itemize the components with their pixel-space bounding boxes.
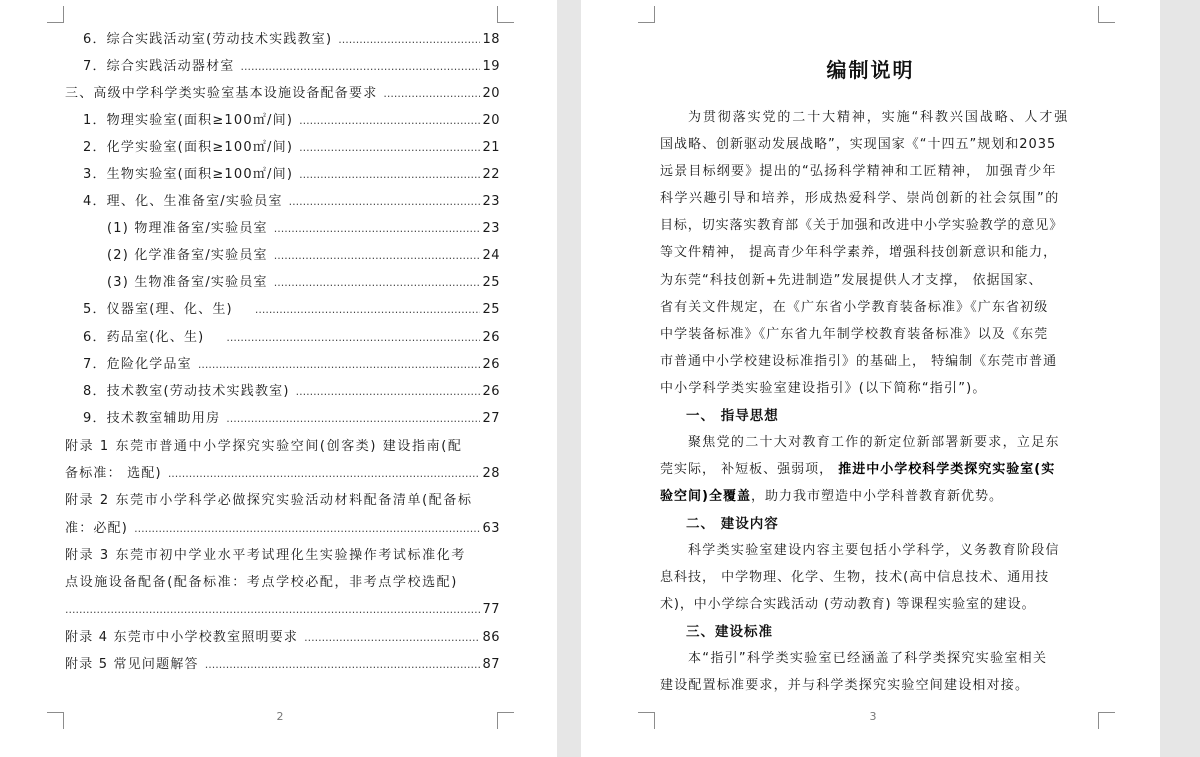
toc-entry-page: 22 [482, 167, 500, 182]
paragraph-line: 远景目标纲要》提出的“弘扬科学精神和工匠精神， 加强青少年 [660, 164, 1057, 179]
toc-appendix-last-line [65, 464, 500, 484]
paragraph-line: 省有关文件规定，在《广东省小学教育装备标准》《广东省初级 [660, 300, 1049, 315]
section-heading: 三、建设标准 [686, 624, 773, 640]
paragraph-line [660, 459, 1055, 481]
paragraph-line: 等文件精神， 提高青少年科学素养，增强科技创新意识和能力， [660, 245, 1058, 260]
document-page-3 [581, 0, 1160, 757]
paragraph-line: 市普通中小学校建设标准指引》的基础上， 特编制《东莞市普通 [660, 354, 1058, 369]
paragraph-line: 科学类实验室建设内容主要包括小学科学，义务教育阶段信 [688, 543, 1060, 558]
toc-leader-dots [304, 628, 480, 648]
toc-entry[interactable] [83, 165, 500, 185]
toc-entry-title: 9．技术教室辅助用房 [83, 411, 221, 426]
toc-entry-page: 19 [482, 59, 500, 74]
toc-entry-page: 26 [482, 357, 500, 372]
paragraph-line: 本“指引”科学类实验室已经涵盖了科学类探究实验室相关 [688, 651, 1048, 666]
toc-entry-title: 1．物理实验室(面积≥100㎡/间) [83, 113, 294, 128]
emphasized-text: 推进中小学校科学类探究实验室(实 [838, 462, 1056, 477]
toc-entry-title: 2．化学实验室(面积≥100㎡/间) [83, 140, 294, 155]
toc-entry-page: 63 [482, 521, 500, 536]
toc-entry[interactable] [83, 355, 500, 375]
toc-entry-title: 7．危险化学品室 [83, 357, 192, 372]
emphasized-text: 验空间)全覆盖 [660, 489, 751, 504]
toc-entry-title: 4．理、化、生准备室/实验员室 [83, 194, 283, 209]
crop-mark-bottom-left [638, 712, 655, 729]
toc-leader-dots [299, 165, 480, 185]
text-run: 莞实际， 补短板、强弱项， [660, 462, 839, 477]
paragraph-line: 为东莞“科技创新+先进制造”发展提供人才支撑， 依据国家、 [660, 273, 1043, 288]
toc-entry-title: 7．综合实践活动器材室 [83, 59, 235, 74]
toc-entry-page: 24 [482, 248, 500, 263]
toc-entry-page: 86 [482, 630, 500, 645]
page-title: 编制说明 [826, 58, 915, 82]
toc-appendix-last-line [65, 600, 500, 620]
document-page-2 [0, 0, 557, 757]
toc-appendix-line: 附录 3 东莞市初中学业水平考试理化生实验操作考试标准化考 [65, 548, 466, 563]
toc-section-entry[interactable] [65, 84, 500, 104]
toc-entry-page: 87 [482, 657, 500, 672]
toc-entry-title: 准：必配) [65, 521, 129, 536]
toc-entry-page: 23 [482, 221, 500, 236]
toc-entry-page: 18 [482, 32, 500, 47]
section-heading: 二、 建设内容 [686, 516, 779, 532]
crop-mark-bottom-left [47, 712, 64, 729]
toc-appendix-line: 附录 1 东莞市普通中小学探究实验空间(创客类) 建设指南(配 [65, 439, 463, 454]
toc-appendix-4[interactable] [65, 628, 500, 648]
toc-entry-title: 3．生物实验室(面积≥100㎡/间) [83, 167, 294, 182]
crop-mark-top-right [497, 6, 514, 23]
toc-leader-dots [168, 464, 481, 484]
toc-entry-page: 26 [482, 384, 500, 399]
toc-leader-dots [274, 273, 481, 293]
toc-entry[interactable] [83, 382, 500, 402]
toc-entry[interactable] [83, 138, 500, 158]
toc-subentry[interactable] [107, 219, 500, 239]
crop-mark-top-left [47, 6, 64, 23]
toc-entry[interactable] [83, 192, 500, 212]
toc-entry-title: 附录 4 东莞市中小学校教室照明要求 [65, 630, 299, 645]
paragraph-line: 中小学科学类实验室建设指引》(以下简称“指引”)。 [660, 381, 987, 396]
toc-entry-page: 28 [482, 466, 500, 481]
toc-leader-dots [289, 192, 481, 212]
page-number: 3 [869, 710, 877, 723]
crop-mark-bottom-right [1098, 712, 1115, 729]
crop-mark-top-right [1098, 6, 1115, 23]
paragraph-line [660, 486, 1003, 508]
toc-leader-dots [299, 138, 480, 158]
toc-entry-page: 25 [482, 302, 500, 317]
toc-leader-dots [383, 84, 480, 104]
toc-entry-page: 23 [482, 194, 500, 209]
toc-entry[interactable] [83, 328, 500, 348]
toc-entry-page: 20 [482, 86, 500, 101]
toc-entry-page: 26 [482, 330, 500, 345]
toc-appendix-line: 附录 2 东莞市小学科学必做探究实验活动材料配备清单(配备标 [65, 493, 473, 508]
toc-entry-page: 25 [482, 275, 500, 290]
section-heading: 一、 指导思想 [686, 408, 779, 424]
toc-entry-title: 备标准： 选配) [65, 466, 162, 481]
toc-leader-dots [226, 409, 480, 429]
paragraph-line: 聚焦党的二十大对教育工作的新定位新部署新要求，立足东 [688, 435, 1060, 450]
toc-entry[interactable] [83, 57, 500, 77]
toc-appendix-last-line [65, 519, 500, 539]
toc-leader-dots [134, 519, 480, 539]
paragraph-line: 科学兴趣引导和培养，形成热爱科学、崇尚创新的社会氛围”的 [660, 191, 1060, 206]
text-run: ，助力我市塑造中小学科普教育新优势。 [750, 489, 1003, 504]
toc-leader-dots [226, 328, 480, 348]
toc-entry-title: 5．仪器室(理、化、生) [83, 302, 233, 317]
toc-appendix-line: 点设施设备配备(配备标准：考点学校必配，非考点学校选配) [65, 575, 458, 590]
toc-leader-dots [255, 300, 481, 320]
toc-entry-page: 21 [482, 140, 500, 155]
paragraph-line: 中学装备标准》《广东省九年制学校教育装备标准》以及《东莞 [660, 327, 1049, 342]
crop-mark-bottom-right [497, 712, 514, 729]
toc-entry[interactable] [83, 111, 500, 131]
toc-leader-dots [299, 111, 480, 131]
crop-mark-top-left [638, 6, 655, 23]
toc-leader-dots [198, 355, 481, 375]
toc-entry[interactable] [83, 409, 500, 429]
toc-entry-title: (2) 化学准备室/实验员室 [107, 248, 268, 263]
toc-subentry[interactable] [107, 246, 500, 266]
page-number: 2 [276, 710, 284, 723]
toc-entry[interactable] [83, 300, 500, 320]
toc-leader-dots [205, 655, 481, 675]
toc-entry-title: 附录 5 常见问题解答 [65, 657, 199, 672]
paragraph-line: 国战略、创新驱动发展战略”，实现国家《“十四五”规划和2035 [660, 137, 1057, 152]
toc-entry-page: 20 [482, 113, 500, 128]
paragraph-line: 目标，切实落实教育部《关于加强和改进中小学实验教学的意见》 [660, 218, 1064, 233]
toc-entry-title: 三、高级中学科学类实验室基本设施设备配备要求 [65, 86, 378, 101]
toc-leader-dots [274, 219, 481, 239]
toc-appendix-5[interactable] [65, 655, 500, 675]
toc-entry-title: (1) 物理准备室/实验员室 [107, 221, 268, 236]
toc-entry-page: 77 [482, 602, 500, 617]
toc-leader-dots [240, 57, 480, 77]
toc-subentry[interactable] [107, 273, 500, 293]
toc-entry-title: 8．技术教室(劳动技术实践教室) [83, 384, 290, 399]
paragraph-line: 为贯彻落实党的二十大精神，实施“科教兴国战略、人才强 [688, 110, 1070, 125]
toc-entry-title: (3) 生物准备室/实验员室 [107, 275, 268, 290]
paragraph-line: 息科技， 中学物理、化学、生物，技术(高中信息技术、通用技 [660, 570, 1050, 585]
toc-entry-page: 27 [482, 411, 500, 426]
toc-entry[interactable] [83, 30, 500, 50]
toc-leader-dots [296, 382, 481, 402]
toc-entry-title: 6．药品室(化、生) [83, 330, 205, 345]
toc-leader-dots [274, 246, 481, 266]
paragraph-line: 建设配置标准要求，并与科学类探究实验空间建设相对接。 [660, 678, 1030, 693]
paragraph-line: 术)，中小学综合实践活动 (劳动教育) 等课程实验室的建设。 [660, 597, 1036, 612]
toc-leader-dots [65, 600, 480, 620]
toc-leader-dots [338, 30, 480, 50]
toc-entry-title: 6．综合实践活动室(劳动技术实践教室) [83, 32, 333, 47]
